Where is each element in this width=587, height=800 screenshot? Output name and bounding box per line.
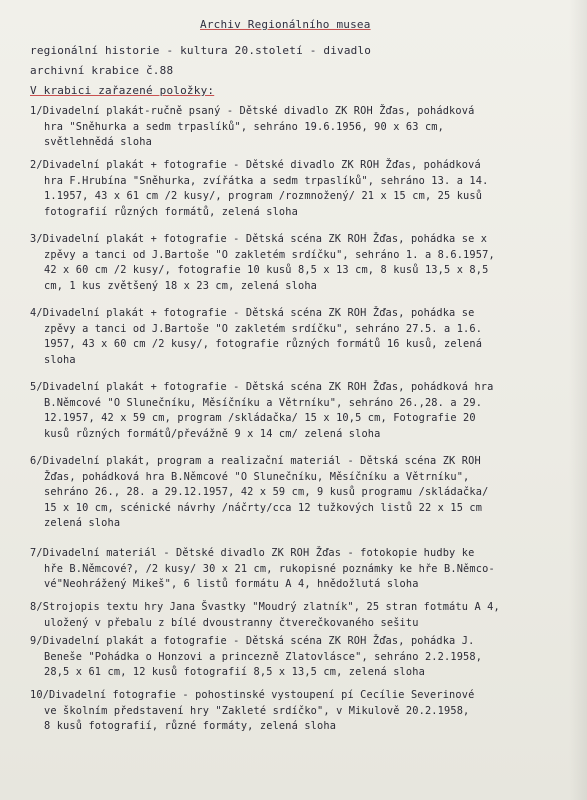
- item-line: 10/Divadelní fotografie - pohostinské vystoupení pí Cecílie Severinové: [30, 689, 475, 701]
- item-line: 6/Divadelní plakát, program a realizační materiál - Dětská scéna ZK ROH: [30, 455, 481, 467]
- item-line: 12.1957, 42 x 59 cm, program /skládačka/ 15 x 10,5 cm, Fotografie 20: [44, 412, 476, 424]
- item-line: Beneše "Pohádka o Honzovi a princezně Zlatovlásce", sehráno 2.2.1958,: [44, 650, 483, 663]
- item-line: 1.1957, 43 x 61 cm /2 kusy/, program /rozmnožený/ 21 x 15 cm, 25 kusů: [44, 190, 483, 202]
- list-item-2: [30, 158, 580, 220]
- item-line: zelená sloha: [44, 517, 121, 529]
- item-line: kusů různých formátů/převážně 9 x 14 cm/ zelená sloha: [44, 427, 381, 440]
- list-item-8: [30, 600, 580, 631]
- list-item-10: [30, 688, 580, 735]
- item-line: 9/Divadelní plakát a fotografie - Dětská scéna ZK ROH Žďas, pohádka J.: [30, 635, 475, 647]
- list-item-3: [30, 232, 580, 294]
- item-line: 4/Divadelní plakát + fotografie - Dětská scéna ZK ROH Žďas, pohádka se: [30, 307, 475, 319]
- item-line: hra "Sněhurka a sedm trpaslíků", sehráno 19.6.1956, 90 x 63 cm,: [44, 120, 445, 133]
- item-line: Žďas, pohádková hra B.Němcové "O Slunečníku, Měsíčníku a Větrníku",: [44, 470, 470, 483]
- item-line: 5/Divadelní plakát + fotografie - Dětská scéna ZK ROH Žďas, pohádková hra: [30, 381, 494, 393]
- header-subject: regionální historie - kultura 20.století - divadlo: [30, 44, 372, 57]
- item-line: 7/Divadelní materiál - Dětské divadlo ZK ROH Žďas - fotokopie hudby ke: [30, 547, 475, 559]
- item-line: 8 kusů fotografií, různé formáty, zelená sloha: [44, 720, 337, 732]
- item-line: sloha: [44, 353, 76, 366]
- item-line: 15 x 10 cm, scénické návrhy /náčrty/cca 12 tužkových listů 22 x 15 cm: [44, 501, 483, 514]
- header-box-number: archivní krabice č.88: [30, 64, 174, 77]
- item-line: fotografií různých formátů, zelená sloha: [44, 205, 298, 218]
- item-line: uložený v přebalu z bílé dvoustranny čtverečkovaného sešitu: [44, 616, 419, 629]
- header-items-heading: V krabici zařazené položky:: [30, 84, 215, 97]
- list-item-6: [30, 454, 580, 532]
- item-line: cm, 1 kus zvětšený 18 x 23 cm, zelená sloha: [44, 279, 318, 292]
- list-item-1: [30, 104, 580, 151]
- item-line: vé"Neohrážený Mikeš", 6 listů formátu A 4, hnědožlutá sloha: [44, 578, 419, 590]
- item-line: 8/Strojopis textu hry Jana Švastky "Moudrý zlatník", 25 stran fotmátu A 4,: [30, 601, 500, 613]
- item-line: světlehnědá sloha: [44, 136, 152, 148]
- item-line: hře B.Němcové?, /2 kusy/ 30 x 21 cm, rukopisné poznámky ke hře B.Němco-: [44, 562, 495, 575]
- item-line: zpěvy a tanci od J.Bartoše "O zakletém srdíčku", sehráno 27.5. a 1.6.: [44, 322, 483, 335]
- list-item-5: [30, 380, 580, 442]
- list-item-9: [30, 634, 580, 681]
- item-line: 1/Divadelní plakát-ručně psaný - Dětské divadlo ZK ROH Žďas, pohádková: [30, 105, 475, 117]
- item-line: 3/Divadelní plakát + fotografie - Dětská scéna ZK ROH Žďas, pohádka se x: [30, 233, 488, 245]
- item-line: sehráno 26., 28. a 29.12.1957, 42 x 59 cm, 9 kusů programu /skládačka/: [44, 486, 489, 498]
- item-line: 42 x 60 cm /2 kusy/, fotografie 10 kusů 8,5 x 13 cm, 8 kusů 13,5 x 8,5: [44, 264, 489, 276]
- document-title: Archiv Regionálního musea: [200, 18, 371, 31]
- list-item-7: [30, 546, 580, 593]
- list-item-4: [30, 306, 580, 368]
- item-line: zpěvy a tanci od J.Bartoše "O zakletém srdíčku", sehráno 1. a 8.6.1957,: [44, 248, 495, 261]
- item-line: ve školním představení hry "Zakleté srdíčko", v Mikulově 20.2.1958,: [44, 704, 470, 717]
- item-line: B.Němcové "O Slunečníku, Měsíčníku a Větrníku", sehráno 26.,28. a 29.: [44, 396, 483, 409]
- item-line: 1957, 43 x 60 cm /2 kusy/, fotografie různých formátů 16 kusů, zelená: [44, 338, 483, 350]
- item-line: hra F.Hrubína "Sněhurka, zvířátka a sedm trpaslíků", sehráno 13. a 14.: [44, 174, 489, 187]
- item-line: 2/Divadelní plakát + fotografie - Dětské divadlo ZK ROH Žďas, pohádková: [30, 159, 481, 171]
- item-line: 28,5 x 61 cm, 12 kusů fotografií 8,5 x 13,5 cm, zelená sloha: [44, 666, 425, 678]
